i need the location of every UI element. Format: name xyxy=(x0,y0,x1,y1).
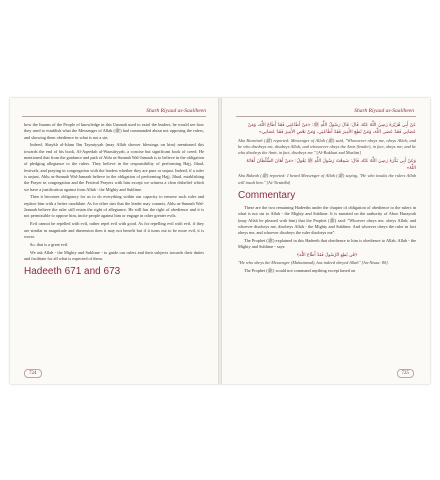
paragraph: The Prophet (ﷺ) would not command anything except based on xyxy=(244,268,356,274)
hadeeth-translation xyxy=(238,138,416,157)
arabic-hadeeth-text: وَعَنْ أَبِي بَكْرَةَ رَضِيَ اللَّهُ عَنْهُ، قَالَ: سَمِعْتُ رَسُولَ اللَّهِ ﷺ يَقُولُ: «مَنْ أَهَانَ السُّلْطَانَ أَهَانَهُ اللَّهُ» xyxy=(246,158,416,171)
arabic-hadeeth-text: عَنْ أَبِي هُرَيْرَةَ رَضِيَ اللَّهُ عَنْهُ، قَالَ: قَالَ رَسُولُ اللَّهِ ﷺ: «مَنْ أَطَاعَنِي فَقَدْ أَطَاعَ اللَّهَ، وَمَنْ عَصَانِي فَقَدْ عَصَى اللَّهَ، وَمَنْ يُطِعِ الأَمِيرَ فَقَدْ أَطَاعَنِي، وَمَنْ يَعْصِ الأَمِيرَ فَقَدْ عَصَانِي» xyxy=(247,123,416,135)
book-spread xyxy=(10,98,430,384)
quran-verse-translation: "He who obeys the Messenger (Muhammad), has indeed obeyed Allah" [An-Nisaa: 80]. xyxy=(238,260,389,266)
header-rule xyxy=(236,116,416,117)
right-page xyxy=(222,98,430,384)
page-number: 725 xyxy=(397,369,415,378)
paragraph: Indeed, Shaykh al-Islam Ibn Taymiyyah (may Allah shower blessings on him) mentioned this towards the end of his book, Al-Aqeedah al-Waasitiyyah, a concise but significant book of creed. He mentioned that from the guidance and path of Ahlu as-Sunnah Wal-Jamaah is to believe in the obligation of pledging allegiance to the rulers. They believe in the responsibility of performing Hajj, Jihad, festivals, and praying in congregation with the leaders whether they are pure or unjust. Indeed, if a ruler is unjust, Ahlu as-Sunnah Wal-Jamaah believe in the obligation of performing Hajj, Jihad, establishing the Prayer in congregation and the Festival Prayers with him except we witness a clear disbelief which we have a justification against from Allah - the Mighty and Sublime. xyxy=(24,142,204,192)
left-page-body xyxy=(24,122,204,281)
paragraph: We ask Allah - the Mighty and Sublime - to guide our rulers and their subjects towards their duties and facilitate for all what is expected of them. xyxy=(24,249,204,261)
running-head: Sharh Riyaad as-Saaliheen xyxy=(146,108,206,114)
quran-verse-arabic: ﴿مَّن يُطِعِ الرَّسُولَ فَقَدْ أَطَاعَ اللَّهَ﴾ xyxy=(296,253,358,259)
paragraph: Then it becomes obligatory for us to do everything within our capacity to remove such ruler and replace him with a better candidate. As for other sins that the leader may commit, Ahlu as-Sunnah Wal-Jamaah believe the ruler still retain the right of allegiance. He still has the right of obedience and it is not permissible to oppose him, incite people against him or engage in other greater evils. xyxy=(24,194,204,219)
left-page xyxy=(10,98,219,384)
paragraph: These are the two remaining Hadeeths under the chapter of obligation of obedience to the rulers in what is not sin to Allah - the Mighty and Sublime. It is narrated on the authority of Aboo Hurayrah (may Allah be pleased with him) that the Prophet (ﷺ) said: "Whoever obeys me, obeys Allah; and whoever disobeys me, disobeys Allah - the Mighty and Sublime. And whoever obeys the ruler in fact obeys me, and whoever disobeys the ruler disobeys me". xyxy=(238,205,416,236)
paragraph: So, that is a great evil. xyxy=(30,241,69,247)
running-head: Sharh Riyaad as-Saaliheen xyxy=(354,108,414,114)
paragraph: The Prophet (ﷺ) explained in this Hadeeth that obedience to him is obedience to Allah. Allah - the Mighty and Sublime - says: xyxy=(238,238,416,250)
hadeeth-reference: [At-Tirmidhi] xyxy=(266,179,291,185)
paragraph: Evil cannot be repelled with evil, rather repel evil with good. As for repelling evil with evil, if they are similar in magnitude and dimension then it may not benefit but if it turns out to be more evil, it is worse. xyxy=(24,221,204,239)
paragraph: how the Imams of the People of knowledge in this Ummah used to extol the leaders; he would see how they used to establish what the Messenger of Allah (ﷺ) had commanded about not opposing the rulers, and showing them obedience in what is not a sin. xyxy=(24,122,205,140)
section-heading: Commentary xyxy=(238,190,296,202)
translation-text: Abu Bakrah (ﷺ) reported: I heard Messenger of Allah (ﷺ) saying, "He who insults the rulers Allah will insult him." xyxy=(238,173,416,185)
hadeeth-translation xyxy=(238,173,416,186)
header-rule xyxy=(22,116,206,117)
translation-text: Abu Hurairah (ﷺ) reported: Messenger of Allah (ﷺ) said, "Whosoever obeys me, obeys Allah; and he who disobeys me, disobeys Allah; and whosoever obeys the Amir (leader), in fact, obeys me; and he who disobeys the Amir, in fact, disobeys me." xyxy=(238,137,416,156)
hadeeth-reference: [Al-Bukhari and Muslim] xyxy=(316,150,361,156)
page-number: 724 xyxy=(24,369,42,378)
section-heading: Hadeeth 671 and 673 xyxy=(24,266,121,278)
right-page-body xyxy=(238,122,416,276)
